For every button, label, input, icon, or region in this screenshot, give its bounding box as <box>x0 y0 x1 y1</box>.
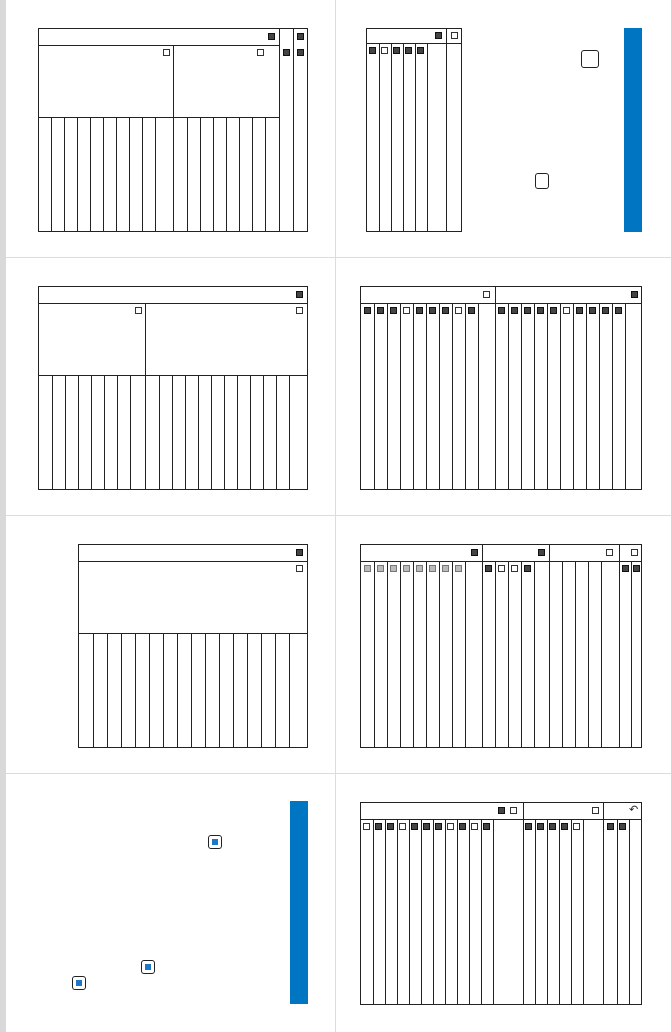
panel-6-divider-b <box>549 545 550 747</box>
row-divider-3 <box>6 773 671 774</box>
mode-icon <box>429 565 436 572</box>
panel-6-col <box>575 561 576 747</box>
panel-2-col <box>415 43 416 231</box>
panel-5-col <box>247 633 248 747</box>
panel-8-col <box>397 819 398 1004</box>
select-key-2 <box>141 960 155 974</box>
panel-1-table <box>38 28 308 232</box>
panel-6-col <box>631 561 632 747</box>
panel-6-col <box>387 561 388 747</box>
panel-4-col <box>400 303 401 489</box>
mode-icon <box>455 307 462 314</box>
mode-icon <box>416 307 423 314</box>
panel-1-col <box>129 117 130 231</box>
panel-5-col <box>163 633 164 747</box>
mode-icon <box>403 307 410 314</box>
accent-bar-left <box>290 801 308 1004</box>
panel-6-col <box>588 561 589 747</box>
panel-3-grid-line <box>39 375 307 376</box>
left-margin-rule <box>0 0 6 1032</box>
panel-5-col <box>219 633 220 747</box>
panel-3-col <box>172 375 173 489</box>
panel-1-header <box>39 29 279 46</box>
clip-icon <box>606 549 613 556</box>
mode-icon <box>468 307 475 314</box>
mode-icon <box>390 307 397 314</box>
panel-2-col <box>379 43 380 231</box>
panel-2-divider <box>446 29 447 231</box>
panel-4-table <box>360 286 642 490</box>
panel-4-col <box>521 303 522 489</box>
mode-icon <box>511 307 518 314</box>
select-key-square <box>212 839 218 845</box>
panel-5-col <box>177 633 178 747</box>
panel-6-col <box>495 561 496 747</box>
panel-8-col <box>457 819 458 1004</box>
mode-icon <box>471 823 478 830</box>
panel-3-col <box>117 375 118 489</box>
panel-4-col <box>452 303 453 489</box>
panel-6-col <box>601 561 602 747</box>
panel-1-divider-a <box>279 29 280 231</box>
panel-3-col <box>211 375 212 489</box>
mode-icon <box>615 307 622 314</box>
key-icon <box>268 33 275 40</box>
panel-4-col <box>612 303 613 489</box>
mode-icon <box>387 823 394 830</box>
panel-2-right-icon <box>451 32 458 39</box>
mode-icon <box>364 307 371 314</box>
panel-3-table <box>38 286 308 490</box>
mode-icon <box>498 807 505 814</box>
accent-bar-right <box>624 28 642 232</box>
panel-4-col <box>573 303 574 489</box>
panel-6-col <box>521 561 522 747</box>
panel-8-col <box>445 819 446 1004</box>
mode-icon <box>416 565 423 572</box>
panel-3-col <box>198 375 199 489</box>
panel-4-col <box>599 303 600 489</box>
mode-icon <box>537 823 544 830</box>
panel-1-col <box>265 117 266 231</box>
panel-6-col <box>426 561 427 747</box>
panel-4-col <box>560 303 561 489</box>
panel-4-col <box>413 303 414 489</box>
p2-key-bottom <box>535 173 549 189</box>
mode-icon <box>363 823 370 830</box>
panel-3-col <box>276 375 277 489</box>
panel-1-col <box>51 117 52 231</box>
mode-icon <box>622 565 629 572</box>
panel-3-col <box>130 375 131 489</box>
mode-icon <box>459 823 466 830</box>
device-icon <box>135 307 142 314</box>
mode-icon <box>607 823 614 830</box>
mode-icon <box>283 49 290 56</box>
panel-1-col <box>103 117 104 231</box>
panel-6-table <box>360 544 642 748</box>
panel-6-col <box>534 561 535 747</box>
mode-icon <box>442 565 449 572</box>
panel-5-col <box>107 633 108 747</box>
panel-3-mid-divider <box>145 303 146 489</box>
panel-6-col <box>452 561 453 747</box>
panel-2-col <box>427 43 428 231</box>
panel-5-col <box>261 633 262 747</box>
panel-4-col <box>495 303 496 489</box>
panel-3-col <box>237 375 238 489</box>
mode-icon <box>399 823 406 830</box>
panel-5-table <box>78 544 308 748</box>
mode-icon <box>511 565 518 572</box>
mode-icon <box>447 823 454 830</box>
select-key-square <box>76 980 82 986</box>
panel-3-col <box>250 375 251 489</box>
panel-8-col <box>433 819 434 1004</box>
panel-1-grid-line <box>39 117 279 118</box>
mode-icon <box>435 823 442 830</box>
panel-3-col <box>65 375 66 489</box>
mode-icon <box>390 565 397 572</box>
panel-5-col <box>289 633 290 747</box>
memo-icon <box>631 549 638 556</box>
device-icon <box>296 565 303 572</box>
panel-1-col <box>142 117 143 231</box>
grid-icon <box>510 807 517 814</box>
panel-1-col <box>200 117 201 231</box>
panel-4-col <box>478 303 479 489</box>
mode-icon <box>524 307 531 314</box>
panel-1-col <box>155 117 156 231</box>
panel-4-header <box>361 287 641 304</box>
panel-8-col <box>469 819 470 1004</box>
mode-icon <box>411 823 418 830</box>
mode-icon <box>550 307 557 314</box>
panel-5-col <box>149 633 150 747</box>
panel-6-col <box>413 561 414 747</box>
mode-icon <box>483 823 490 830</box>
panel-5-grid-line <box>79 633 307 634</box>
panel-4-col <box>387 303 388 489</box>
panel-5-col <box>205 633 206 747</box>
panel-1-col <box>252 117 253 231</box>
mic-icon <box>435 32 442 39</box>
row-divider-2 <box>6 515 671 516</box>
battery-icon <box>631 291 638 298</box>
mode-icon <box>403 565 410 572</box>
mode-icon <box>423 823 430 830</box>
panel-8-divider-b <box>603 803 604 1004</box>
mode-icon <box>524 565 531 572</box>
memo-icon <box>483 291 490 298</box>
key-icon <box>296 549 303 556</box>
panel-3-col <box>263 375 264 489</box>
panel-4-col <box>586 303 587 489</box>
mode-icon <box>573 823 580 830</box>
panel-4-col <box>374 303 375 489</box>
panel-4-col <box>625 303 626 489</box>
panel-8-col <box>535 819 536 1004</box>
device-icon <box>257 49 264 56</box>
panel-1-col <box>90 117 91 231</box>
panel-6-col <box>400 561 401 747</box>
panel-6-col <box>562 561 563 747</box>
panel-3-col <box>78 375 79 489</box>
panel-3-col <box>289 375 290 489</box>
mode-icon <box>602 307 609 314</box>
mode-icon <box>393 47 400 54</box>
row-divider-1 <box>6 257 671 258</box>
p2-key-top <box>581 50 599 68</box>
panel-8-divider-a <box>523 803 524 1004</box>
mode-icon <box>537 307 544 314</box>
lock-icon <box>592 807 599 814</box>
panel-1-col <box>239 117 240 231</box>
panel-1-mid-divider <box>173 45 174 231</box>
panel-5-col <box>135 633 136 747</box>
panel-2-table <box>366 28 462 232</box>
panel-8-col <box>421 819 422 1004</box>
panel-8-col <box>373 819 374 1004</box>
mode-icon <box>549 823 556 830</box>
mode-icon <box>561 823 568 830</box>
undo-icon: ↶ <box>629 803 639 816</box>
panel-3-col <box>185 375 186 489</box>
panel-4-col <box>534 303 535 489</box>
select-key-3 <box>72 976 86 990</box>
mode-icon <box>563 307 570 314</box>
panel-8-col <box>385 819 386 1004</box>
panel-1-divider-b <box>293 29 294 231</box>
panel-2-col <box>403 43 404 231</box>
mode-icon <box>297 49 304 56</box>
key-icon <box>538 549 545 556</box>
panel-6-divider-c <box>619 545 620 747</box>
panel-8-col <box>409 819 410 1004</box>
panel-8-col <box>559 819 560 1004</box>
panel-6-col <box>374 561 375 747</box>
panel-5-col <box>233 633 234 747</box>
panel-4-col <box>426 303 427 489</box>
panel-3-col <box>91 375 92 489</box>
select-key-1 <box>208 835 222 849</box>
mode-icon <box>417 47 424 54</box>
device-icon <box>163 49 170 56</box>
mode-icon <box>485 565 492 572</box>
panel-3-header <box>39 287 307 304</box>
panel-5-header <box>79 545 307 562</box>
panel-1-col <box>77 117 78 231</box>
mode-icon <box>377 307 384 314</box>
mode-icon <box>633 565 640 572</box>
panel-5-col <box>191 633 192 747</box>
panel-4-col <box>439 303 440 489</box>
panel-6-col <box>465 561 466 747</box>
panel-1-section-line <box>39 45 279 46</box>
panel-8-col <box>493 819 494 1004</box>
mode-icon <box>455 565 462 572</box>
panel-4-col <box>465 303 466 489</box>
panel-4-col <box>547 303 548 489</box>
panel-3-col <box>159 375 160 489</box>
mode-icon <box>405 47 412 54</box>
panel-1-col <box>226 117 227 231</box>
mode-icon <box>369 47 376 54</box>
panel-3-col <box>52 375 53 489</box>
panel-3-col <box>224 375 225 489</box>
panel-8-col <box>583 819 584 1004</box>
mode-icon <box>525 823 532 830</box>
mode-icon <box>429 307 436 314</box>
panel-1-col <box>116 117 117 231</box>
panel-6-col <box>439 561 440 747</box>
mode-icon <box>381 47 388 54</box>
panel-4-header-divider <box>495 287 496 303</box>
mode-icon <box>576 307 583 314</box>
panel-8-col <box>617 819 618 1004</box>
device-icon <box>296 307 303 314</box>
mode-icon <box>375 823 382 830</box>
mode-icon <box>364 565 371 572</box>
panel-6-col <box>508 561 509 747</box>
panel-8-col <box>547 819 548 1004</box>
panel-1-icon-right-top <box>297 33 304 40</box>
mode-icon <box>498 307 505 314</box>
mode-icon <box>498 565 505 572</box>
panel-8-col <box>481 819 482 1004</box>
select-key-square <box>145 964 151 970</box>
panel-1-col <box>213 117 214 231</box>
mode-icon <box>589 307 596 314</box>
panel-8-col <box>629 819 630 1004</box>
panel-5-col <box>275 633 276 747</box>
center-divider <box>335 0 336 1032</box>
panel-5-col <box>93 633 94 747</box>
panel-2-col <box>391 43 392 231</box>
panel-8-table <box>360 802 642 1005</box>
panel-4-col <box>508 303 509 489</box>
panel-6-divider-a <box>482 545 483 747</box>
panel-8-col <box>571 819 572 1004</box>
panel-1-col <box>64 117 65 231</box>
key-icon <box>296 291 303 298</box>
panel-6-header <box>361 545 641 562</box>
mode-icon <box>619 823 626 830</box>
mode-icon <box>377 565 384 572</box>
panel-3-col <box>104 375 105 489</box>
mode-icon <box>442 307 449 314</box>
panel-1-col <box>187 117 188 231</box>
folder-icon <box>471 549 478 556</box>
panel-5-col <box>121 633 122 747</box>
